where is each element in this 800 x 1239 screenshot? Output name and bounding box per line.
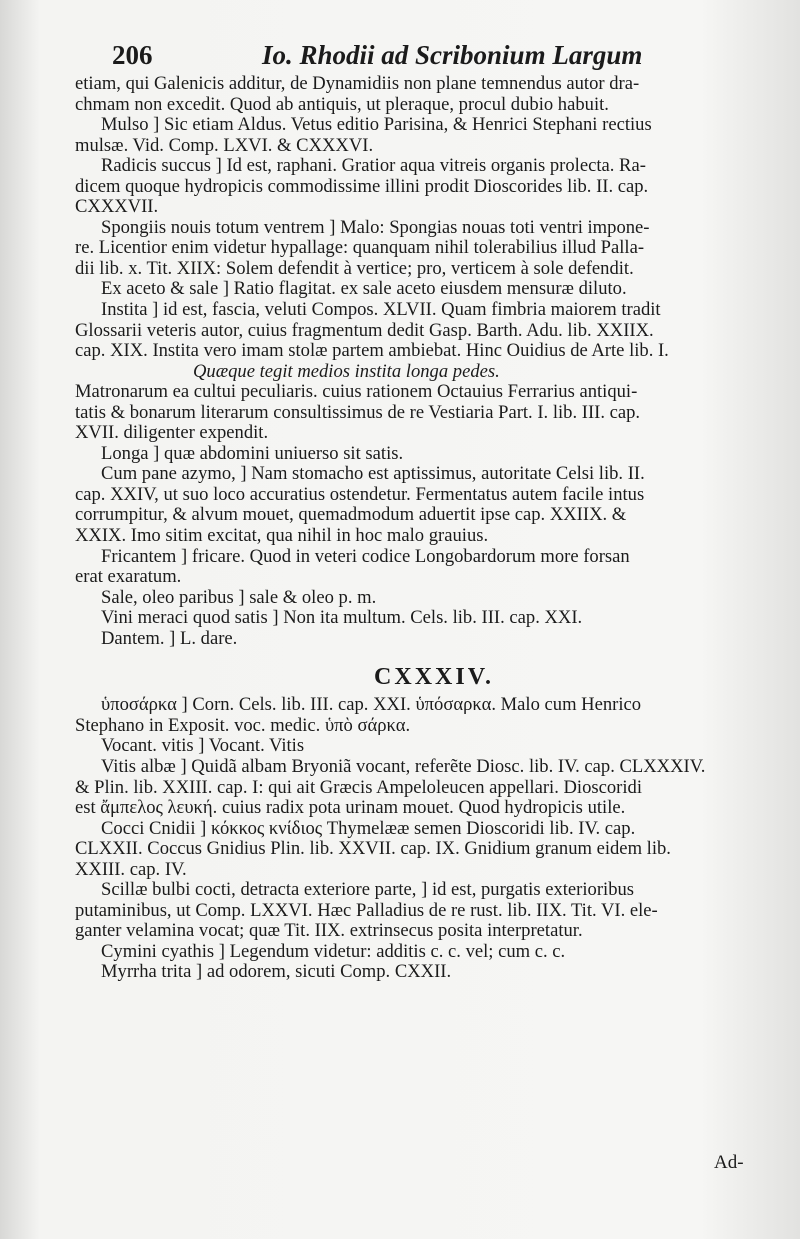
text-line: erat exaratum. xyxy=(75,567,182,588)
text-line: Instita ] id est, fascia, veluti Compos. XLVII. Quam fimbria maiorem tradit xyxy=(101,300,661,321)
page-header xyxy=(112,40,672,76)
text-line: Cymini cyathis ] Legendum videtur: additis c. c. vel; cum c. c. xyxy=(101,941,566,962)
text-line: Quæque tegit medios instita longa pedes. xyxy=(193,361,500,382)
text-line: Vini meraci quod satis ] Non ita multum. Cels. lib. III. cap. XXI. xyxy=(101,608,583,629)
text-line: Mulso ] Sic etiam Aldus. Vetus editio Parisina, & Henrici Stephani rectius xyxy=(101,115,652,136)
text-line: CLXXII. Coccus Gnidius Plin. lib. XXVII. cap. IX. Gnidium granum eidem lib. xyxy=(75,839,671,860)
text-line: ὑποσάρκα ] Corn. Cels. lib. III. cap. XXI. ὑπόσαρκα. Malo cum Henrico xyxy=(101,695,642,716)
text-line: Fricantem ] fricare. Quod in veteri codice Longobardorum more forsan xyxy=(101,546,630,567)
text-line: Vocant. vitis ] Vocant. Vitis xyxy=(101,736,305,757)
text-line: XXIX. Imo sitim excitat, qua nihil in hoc malo grauius. xyxy=(75,526,489,547)
text-line: XXIII. cap. IV. xyxy=(75,859,187,880)
text-line: Stephano in Exposit. voc. medic. ὑπὸ σάρκα. xyxy=(75,715,411,736)
text-line: Ex aceto & sale ] Ratio flagitat. ex sale aceto eiusdem mensuræ diluto. xyxy=(101,279,627,300)
text-line: corrumpitur, & alvum mouet, quemadmodum aduertit ipse cap. XXIIX. & xyxy=(75,505,627,526)
text-line: & Plin. lib. XXIII. cap. I: qui ait Græcis Ampeloleucen appellari. Dioscoridi xyxy=(75,777,642,798)
text-line: Scillæ bulbi cocti, detracta exteriore parte, ] id est, purgatis exterioribus xyxy=(101,880,635,901)
text-line: est ἄμπελος λευκή. cuius radix pota urinam mouet. Quod hydropicis utile. xyxy=(75,798,626,819)
text-line: Dantem. ] L. dare. xyxy=(101,628,238,649)
running-head: Io. Rhodii ad Scribonium Largum xyxy=(262,40,643,70)
text-line: re. Licentior enim videtur hypallage: quanquam nihil tolerabilius illud Palla- xyxy=(75,238,645,259)
text-line: Sale, oleo paribus ] sale & oleo p. m. xyxy=(101,587,377,608)
text-line: cap. XXIV, ut suo loco accuratius ostendetur. Fermentatus autem facile intus xyxy=(75,484,645,505)
text-line: CXXXVII. xyxy=(75,197,159,218)
text-line: dii lib. x. Tit. XIIX: Solem defendit à vertice; pro, verticem à sole defendit. xyxy=(75,258,634,279)
text-line: ganter velamina vocat; quæ Tit. IIX. extrinsecus posita interpretatur. xyxy=(75,921,583,942)
text-line: tatis & bonarum literarum consultissimus de re Vestiaria Part. I. lib. III. cap. xyxy=(75,402,641,423)
text-line: cap. XIX. Instita vero imam stolæ partem ambiebat. Hinc Ouidius de Arte lib. I. xyxy=(75,341,669,362)
text-line: Longa ] quæ abdomini uniuerso sit satis. xyxy=(101,443,404,464)
page-number: 206 xyxy=(112,40,153,70)
text-line: chmam non excedit. Quod ab antiquis, ut pleraque, procul dubio habuit. xyxy=(75,94,609,115)
text-line: etiam, qui Galenicis additur, de Dynamidiis non plane temnendus autor dra- xyxy=(75,74,640,94)
text-line: mulsæ. Vid. Comp. LXVI. & CXXXVI. xyxy=(75,135,374,156)
text-line: XVII. diligenter expendit. xyxy=(75,423,269,444)
text-block-bottom xyxy=(75,695,763,983)
text-line: Cocci Cnidii ] κόκκος κνίδιος Thymelææ semen Dioscoridi lib. IV. cap. xyxy=(101,818,636,839)
text-line: Spongiis nouis totum ventrem ] Malo: Spongias nouas toti ventri impone- xyxy=(101,217,650,238)
body-text xyxy=(75,74,763,983)
text-line: Cum pane azymo, ] Nam stomacho est aptissimus, autoritate Celsi lib. II. xyxy=(101,464,645,485)
text-line: Myrrha trita ] ad odorem, sicuti Comp. CXXII. xyxy=(101,962,452,983)
text-line: putaminibus, ut Comp. LXXVI. Hæc Palladius de re rust. lib. IIX. Tit. VI. ele- xyxy=(75,900,658,921)
section-heading: CXXXIV. xyxy=(374,664,494,691)
text-line: Radicis succus ] Id est, raphani. Gratior aqua vitreis organis prolecta. Ra- xyxy=(101,156,646,177)
text-line: dicem quoque hydropicis commodissime illini prodit Dioscorides lib. II. cap. xyxy=(75,176,649,197)
text-line: Glossarii veteris autor, cuius fragmentum dedit Gasp. Barth. Adu. lib. XXIIX. xyxy=(75,320,654,341)
catchword: Ad- xyxy=(714,1152,744,1173)
text-block-top xyxy=(75,74,763,649)
text-line: Matronarum ea cultui peculiaris. cuius rationem Octauius Ferrarius antiqui- xyxy=(75,382,638,403)
text-line: Vitis albæ ] Quidã albam Bryoniã vocant, referẽte Diosc. lib. IV. cap. CLXXXIV. xyxy=(101,756,706,777)
